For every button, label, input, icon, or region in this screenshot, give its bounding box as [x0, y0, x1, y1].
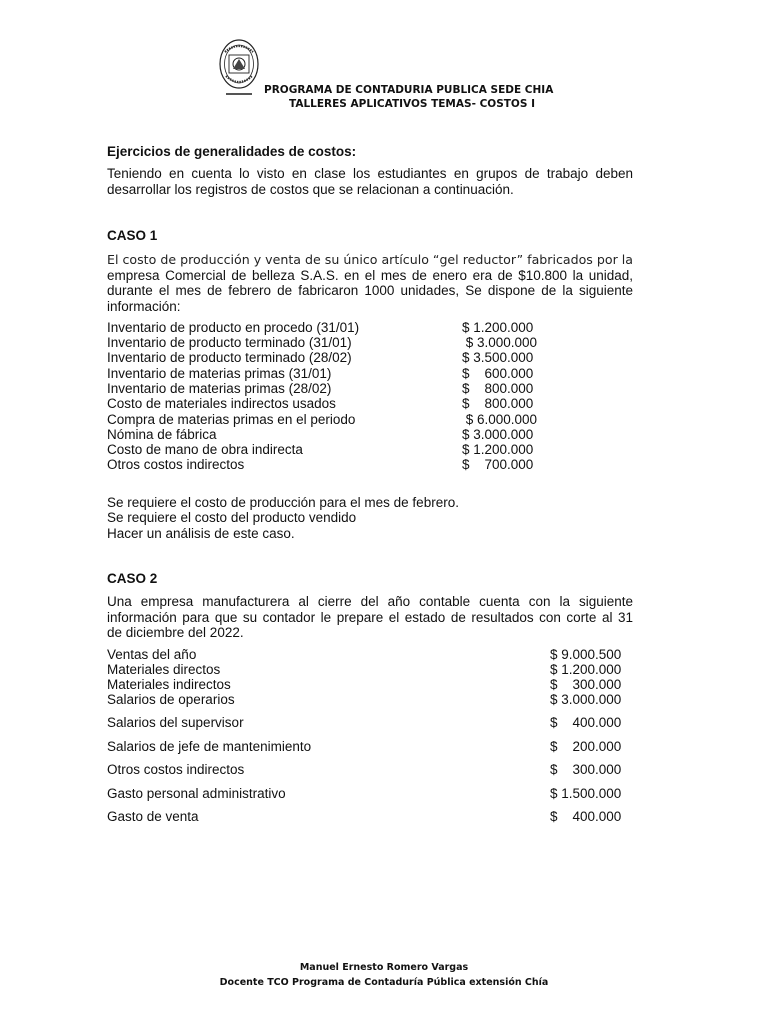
- program-title: PROGRAMA DE CONTADURIA PUBLICA SEDE CHIA: [264, 84, 554, 96]
- caso1-description-line: durante el mes de febrero de fabricaron 1000 unidades, Se dispone de la siguiente: [107, 283, 633, 299]
- footer-author: Manuel Ernesto Romero Vargas: [299, 962, 469, 973]
- caso2-item-amount: $ 1.500.000: [550, 786, 622, 801]
- caso1-item-amount: $ 3.000.000: [462, 335, 538, 350]
- caso1-description-line: información:: [107, 298, 181, 314]
- caso2-item-amount: $ 3.000.000: [550, 692, 622, 707]
- workshop-subtitle: TALLERES APLICATIVOS TEMAS- COSTOS I: [289, 98, 535, 110]
- caso1-item-amount: $ 3.000.000: [462, 427, 534, 442]
- caso1-description-line: El costo de producción y venta de su único artículo “gel reductor” fabricados por la: [107, 252, 633, 267]
- caso2-item-label: Ventas del año: [107, 647, 197, 662]
- caso2-item-label: Gasto de venta: [107, 809, 199, 824]
- caso1-item-amount: $ 800.000: [462, 381, 534, 396]
- caso1-item-amount: $ 1.200.000: [462, 320, 534, 335]
- caso2-item-amount: $ 9.000.500: [550, 647, 622, 662]
- caso2-item-label: Gasto personal administrativo: [107, 786, 286, 801]
- caso1-item-label: Inventario de producto terminado (28/02): [107, 350, 352, 365]
- caso1-item-label: Inventario de producto en procedo (31/01): [107, 320, 360, 335]
- caso2-item-label: Salarios de jefe de mantenimiento: [107, 739, 312, 754]
- caso1-description-line: empresa Comercial de belleza S.A.S. en el mes de enero era de $10.800 la unidad,: [107, 267, 633, 283]
- requirement-line: Se requiere el costo de producción para el mes de febrero.: [107, 495, 459, 510]
- footer-role: Docente TCO Programa de Contaduría Pública extensión Chía: [219, 977, 549, 988]
- caso1-item-label: Costo de materiales indirectos usados: [107, 396, 336, 411]
- caso1-item-amount: $ 700.000: [462, 457, 534, 472]
- university-seal-icon: [218, 38, 260, 100]
- caso1-item-amount: $ 1.200.000: [462, 442, 534, 457]
- caso2-item-label: Otros costos indirectos: [107, 762, 245, 777]
- caso1-description: [107, 252, 633, 314]
- intro-line: desarrollar los registros de costos que se relacionan a continuación.: [107, 181, 514, 197]
- caso1-item-label: Inventario de materias primas (31/01): [107, 366, 332, 381]
- caso2-item-label: Materiales indirectos: [107, 677, 231, 692]
- caso2-item-amount: $ 1.200.000: [550, 662, 622, 677]
- caso1-item-label: Compra de materias primas en el periodo: [107, 412, 356, 427]
- caso2-item-amount: $ 200.000: [550, 739, 622, 754]
- section-title: Ejercicios de generalidades de costos:: [107, 144, 357, 159]
- caso2-item-amount: $ 400.000: [550, 715, 622, 730]
- caso1-item-label: Inventario de producto terminado (31/01): [107, 335, 352, 350]
- caso2-item-label: Materiales directos: [107, 662, 221, 677]
- caso1-item-amount: $ 600.000: [462, 366, 534, 381]
- caso1-item-amount: $ 6.000.000: [462, 412, 538, 427]
- caso2-item-amount: $ 300.000: [550, 762, 622, 777]
- caso2-description-line: información para que su contador le prepare el estado de resultados con corte al 31: [107, 609, 633, 625]
- caso1-title: CASO 1: [107, 228, 158, 243]
- caso1-item-label: Otros costos indirectos: [107, 457, 245, 472]
- requirement-line: Se requiere el costo del producto vendido: [107, 510, 357, 525]
- requirement-line: Hacer un análisis de este caso.: [107, 526, 295, 541]
- caso1-item-label: Costo de mano de obra indirecta: [107, 442, 303, 457]
- caso1-item-amount: $ 3.500.000: [462, 350, 534, 365]
- caso2-item-amount: $ 300.000: [550, 677, 622, 692]
- intro-paragraph: [107, 166, 633, 197]
- caso2-title: CASO 2: [107, 571, 158, 586]
- caso2-item-label: Salarios del supervisor: [107, 715, 244, 730]
- intro-line: Teniendo en cuenta lo visto en clase los estudiantes en grupos de trabajo deben: [107, 166, 633, 181]
- caso1-item-label: Inventario de materias primas (28/02): [107, 381, 332, 396]
- caso2-description-line: de diciembre del 2022.: [107, 625, 244, 641]
- caso2-description: [107, 594, 633, 641]
- caso2-item-label: Salarios de operarios: [107, 692, 235, 707]
- caso2-item-amount: $ 400.000: [550, 809, 622, 824]
- caso2-description-line: Una empresa manufacturera al cierre del año contable cuenta con la siguiente: [107, 594, 633, 609]
- caso1-item-amount: $ 800.000: [462, 396, 534, 411]
- caso1-item-label: Nómina de fábrica: [107, 427, 217, 442]
